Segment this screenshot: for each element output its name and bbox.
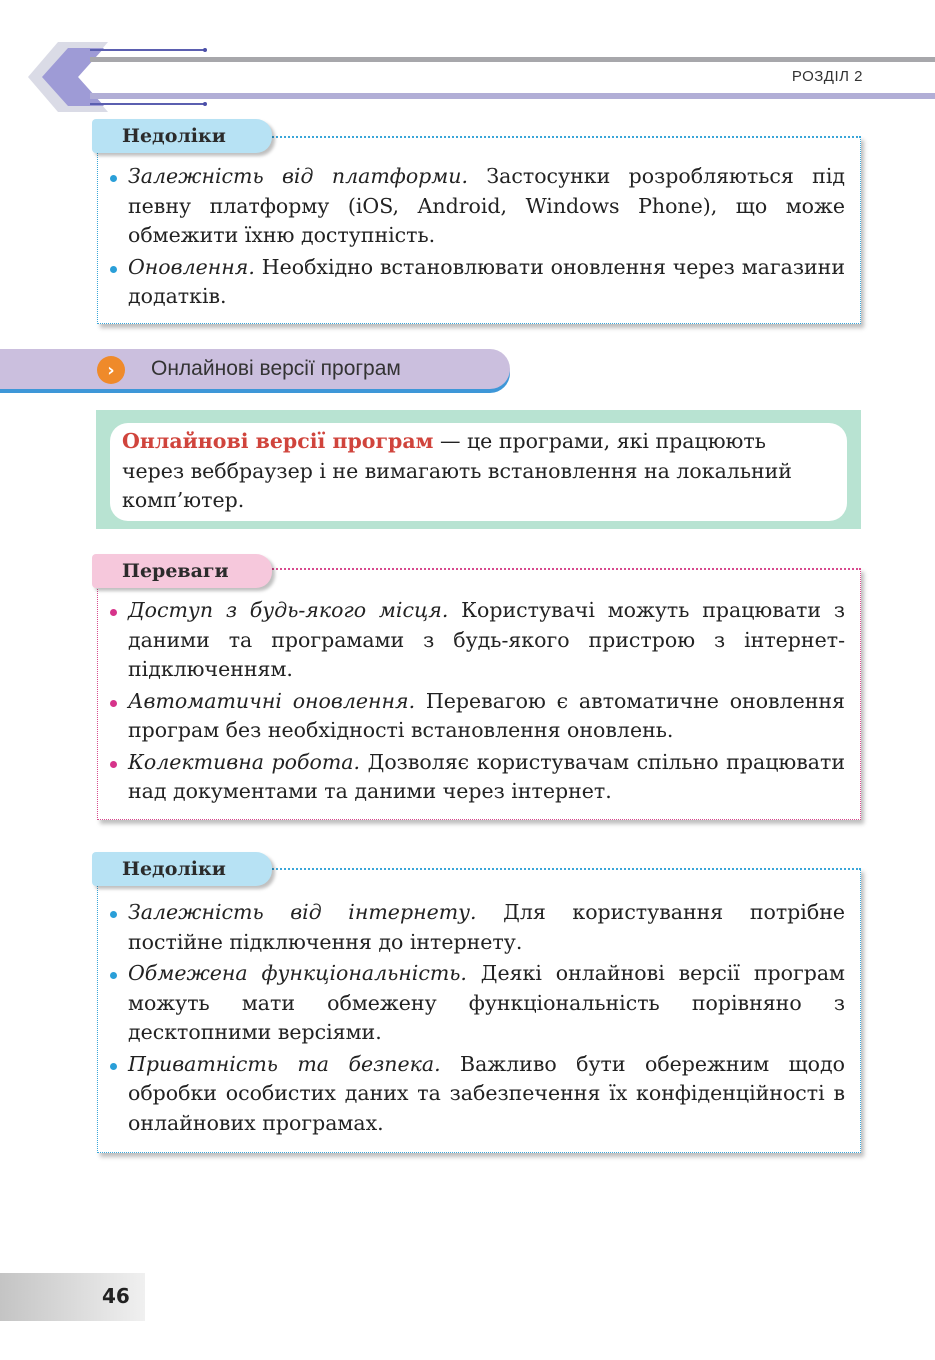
list-item: [110, 898, 845, 957]
bullet-icon: [110, 609, 117, 616]
item-text: Дозволяє користувачам спільно працювати над документами та даними через інтернет.: [128, 749, 845, 803]
header-rule-top: [90, 57, 935, 62]
item-term: Автоматичні оновлення.: [128, 688, 416, 713]
disadvantages-box: [97, 136, 861, 324]
list-item: [110, 748, 845, 807]
section-label: РОЗДІЛ 2: [791, 68, 863, 85]
item-text: Важливо бути обережним щодо обробки особистих даних та забезпечення їх конфіденційності в онлайнових програмах.: [128, 1051, 845, 1135]
header-dot: [203, 102, 207, 106]
item-term: Залежність від платформи.: [128, 164, 469, 188]
header-chevron-icon: [28, 42, 108, 112]
header-dot: [203, 48, 207, 52]
bullet-icon: [110, 175, 117, 182]
page-number: 46: [102, 1284, 130, 1308]
list-item: [110, 959, 845, 1048]
tab-disadvantages-online: Недоліки: [92, 852, 272, 886]
header-thin-line: [90, 103, 205, 105]
item-text: Користувачі можуть працювати з даними та програмами з будь-якого пристрою з інтернет-підключенням.: [128, 598, 846, 681]
definition-term: Онлайнові версії програм: [122, 429, 434, 453]
item-term: Оновлення.: [128, 254, 255, 279]
item-text: Деякі онлайнові версії програм можуть мати обмежену функціональність порівняно з десктопними версіями.: [128, 961, 845, 1044]
bullet-icon: [110, 1063, 117, 1070]
header-thin-line: [90, 49, 205, 51]
chevron-right-icon: ›: [97, 356, 125, 384]
item-text: Для користування потрібне постійне підключення до інтернету.: [128, 900, 845, 954]
header-rule-bottom: [90, 93, 935, 99]
tab-disadvantages: Недоліки: [92, 119, 272, 153]
bullet-icon: [110, 972, 117, 979]
item-term: Колективна робота.: [128, 749, 361, 774]
item-text: Перевагою є автоматичне оновлення програм без необхідності встановлення оновлень.: [128, 688, 845, 742]
item-text: Застосунки розробляються під певну платформу (iOS, Android, Windows Phone), що може обмежити їхню доступність.: [128, 164, 846, 247]
bullet-icon: [110, 266, 117, 273]
definition-box: [110, 423, 847, 521]
list-item: [110, 596, 845, 685]
list-item: [110, 253, 845, 312]
disadvantages-online-box: [97, 868, 861, 1153]
bullet-icon: [110, 761, 117, 768]
item-term: Залежність від інтернету.: [128, 900, 477, 924]
section-title: Онлайнові версії програм: [151, 357, 401, 380]
list-item: [110, 162, 845, 251]
item-term: Доступ з будь-якого місця.: [128, 598, 449, 622]
item-term: Приватність та безпека.: [128, 1051, 441, 1076]
advantages-box: [97, 568, 861, 820]
list-item: [110, 687, 845, 746]
bullet-icon: [110, 911, 117, 918]
definition-text: — це програми, які працюють через веббраузер і не вимагають встановлення на локальний комп’ютер.: [122, 429, 792, 512]
item-text: Необхідно встановлювати оновлення через магазини додатків.: [128, 254, 845, 308]
bullet-icon: [110, 700, 117, 707]
list-item: [110, 1050, 845, 1139]
tab-advantages: Переваги: [92, 554, 272, 588]
item-term: Обмежена функціональність.: [128, 961, 467, 985]
